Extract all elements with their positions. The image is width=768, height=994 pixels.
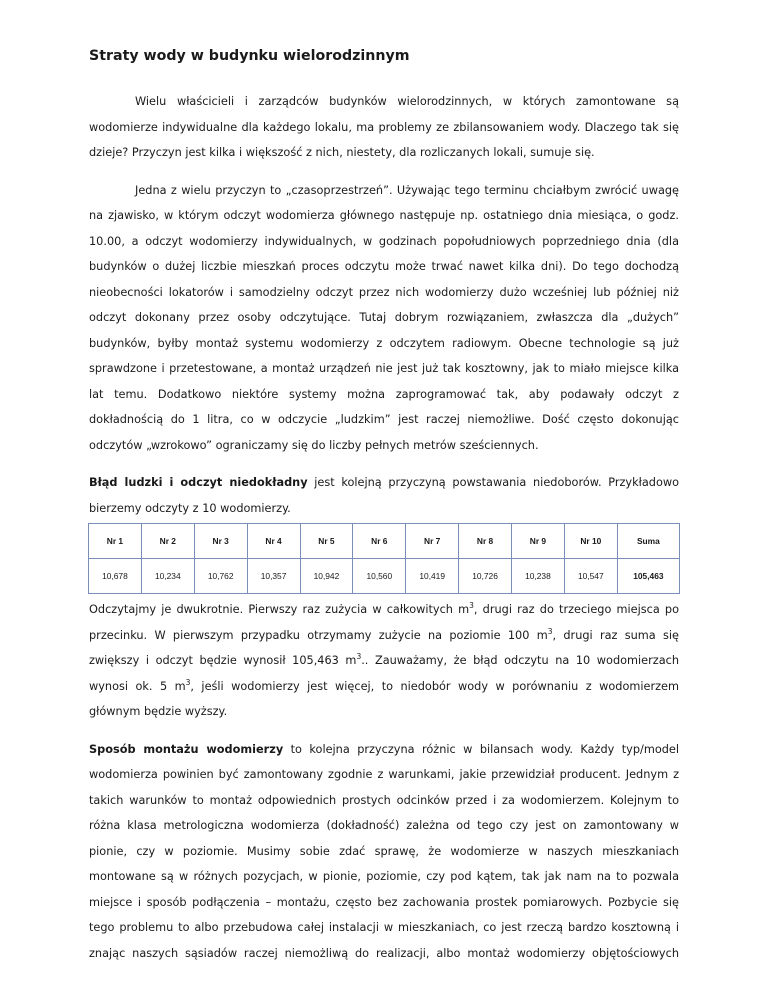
table-header-row [89,524,680,559]
text-segment: , drugi raz do trzeciego miejsca po przecinku. W pierwszym przypadku otrzymamy zużycie na poziomie 100 m [89,603,680,642]
paragraph-human-error [89,470,679,521]
superscript: 3 [185,677,191,687]
document-title: Straty wody w budynku wielorodzinnym [89,48,410,64]
table-cell: 10,942 [300,559,353,594]
text-segment: , jeśli wodomierzy jest więcej, to niedobór wody w porównaniu z wodomierzem głównym będzie wyższy. [89,679,679,718]
table-header-cell: Nr 3 [194,524,247,559]
table-cell: 10,762 [194,559,247,594]
table-header-cell: Nr 10 [564,524,617,559]
table-cell: 10,678 [89,559,142,594]
table-header-cell: Nr 6 [353,524,406,559]
text-segment: Odczytajmy je dwukrotnie. Pierwszy raz zużycia w całkowitych m [89,603,470,616]
document-page [89,46,679,978]
table-row [89,559,680,594]
table-cell: 10,238 [512,559,565,594]
table-header-cell: Nr 7 [406,524,459,559]
superscript: 3 [469,601,474,611]
table-cell: 10,234 [141,559,194,594]
table-header-cell: Nr 5 [300,524,353,559]
table-cell: 10,357 [247,559,300,594]
paragraph-human-error-heading: Błąd ludzki i odczyt niedokładny [89,476,308,489]
paragraph-intro: Wielu właścicieli i zarządców budynków wielorodzinnych, w których zamontowane są wodomierze indywidualne dla każdego lokalu, ma problemy ze zbilansowaniem wody. Dlaczego tak się dzieje? Przyczyn jest kilka i większość z nich, niestety, dla rozliczanych lokali, sumuje się. [89,95,679,159]
table-header-cell-sum: Suma [617,524,679,559]
paragraph-time-space: Jedna z wielu przyczyn to „czasoprzestrzeń”. Używając tego terminu chciałbym zwrócić uwagę na zjawisko, w którym odczyt wodomierza głównego następuje np. ostatniego dnia miesiąca, o godz. 10.00, a odczyt wodomierzy indywidualnych, w godzinach popołudniowych poprzedniego dnia (dla budynków o dużej liczbie mieszkań proces odczytu może trwać nawet kilka dni). Do tego dochodzą nieobecności lokatorów i samodzielny odczyt przez nich wodomierzy dużo wcześniej lub później niż odczyt dokonany przez osoby odczytujące. Tutaj dobrym rozwiązaniem, zwłaszcza dla „dużych” budynków, byłby montaż systemu wodomierzy z odczytem radiowym. Obecne technologie są już sprawdzone i przetestowane, a montaż urządzeń nie jest już tak kosztowny, jak to miało miejsce kilka lat temu. Dodatkowo niektóre systemy można zaprogramować tak, aby podawały odczyt z dokładnością do 1 litra, co w odczycie „ludzkim” jest raczej niemożliwe. Dość często dokonując odczytów „wzrokowo” ograniczamy się do liczby pełnych metrów sześciennych. [89,183,679,452]
table-cell: 10,547 [564,559,617,594]
table-cell: 10,560 [353,559,406,594]
paragraph-human-error-text: jest kolejną przyczyną powstawania niedoborów. Przykładowo bierzemy odczyty z 10 wodomierzy. [89,476,680,515]
table-cell: 10,419 [406,559,459,594]
table-header-cell: Nr 4 [247,524,300,559]
text-segment: , drugi raz suma się zwiększy i odczyt będzie wynosił 105,463 m [89,628,680,667]
table-cell: 10,726 [459,559,512,594]
superscript: 3 [547,626,553,636]
table-header-cell: Nr 1 [89,524,142,559]
table-header-cell: Nr 2 [141,524,194,559]
table-cell-sum: 105,463 [617,559,679,594]
meter-readings-table [88,523,680,594]
table-header-cell: Nr 9 [512,524,565,559]
paragraph-installation-text: to kolejna przyczyna różnic w bilansach wody. Każdy typ/model wodomierza powinien być zamontowany zgodnie z warunkami, jakie przewidział producent. Jednym z takich warunków to montaż odpowiednich prostych odcinków przed i za wodomierzem. Kolejnym to różna klasa metrologiczna wodomierza (dokładność) zależna od tego czy jest on zamontowany w pionie, czy w poziomie. Musimy sobie zdać sprawę, że wodomierze w naszych mieszkaniach montowane są w różnych pozycjach, w pionie, poziomie, czy pod kątem, tak jak nam na to pozwala miejsce i sposób podłączenia – montażu, często bez zachowania prostek pomiarowych. Pozbycie się tego problemu to albo przebudowa całej instalacji w mieszkaniach, co jest rzeczą bardzo kosztowną i znając naszych sąsiadów raczej niemożliwą do realizacji, albo montaż wodomierzy objętościowych [89,742,679,960]
paragraph-installation-heading: Sposób montażu wodomierzy [89,742,284,756]
table-header-cell: Nr 8 [459,524,512,559]
paragraph-installation [89,737,679,967]
text-segment: .. Zauważamy, że błąd odczytu na 10 wodomierzach wynosi ok. 5 m [89,654,679,693]
superscript: 3 [356,652,362,662]
paragraph-double-reading [89,597,679,725]
